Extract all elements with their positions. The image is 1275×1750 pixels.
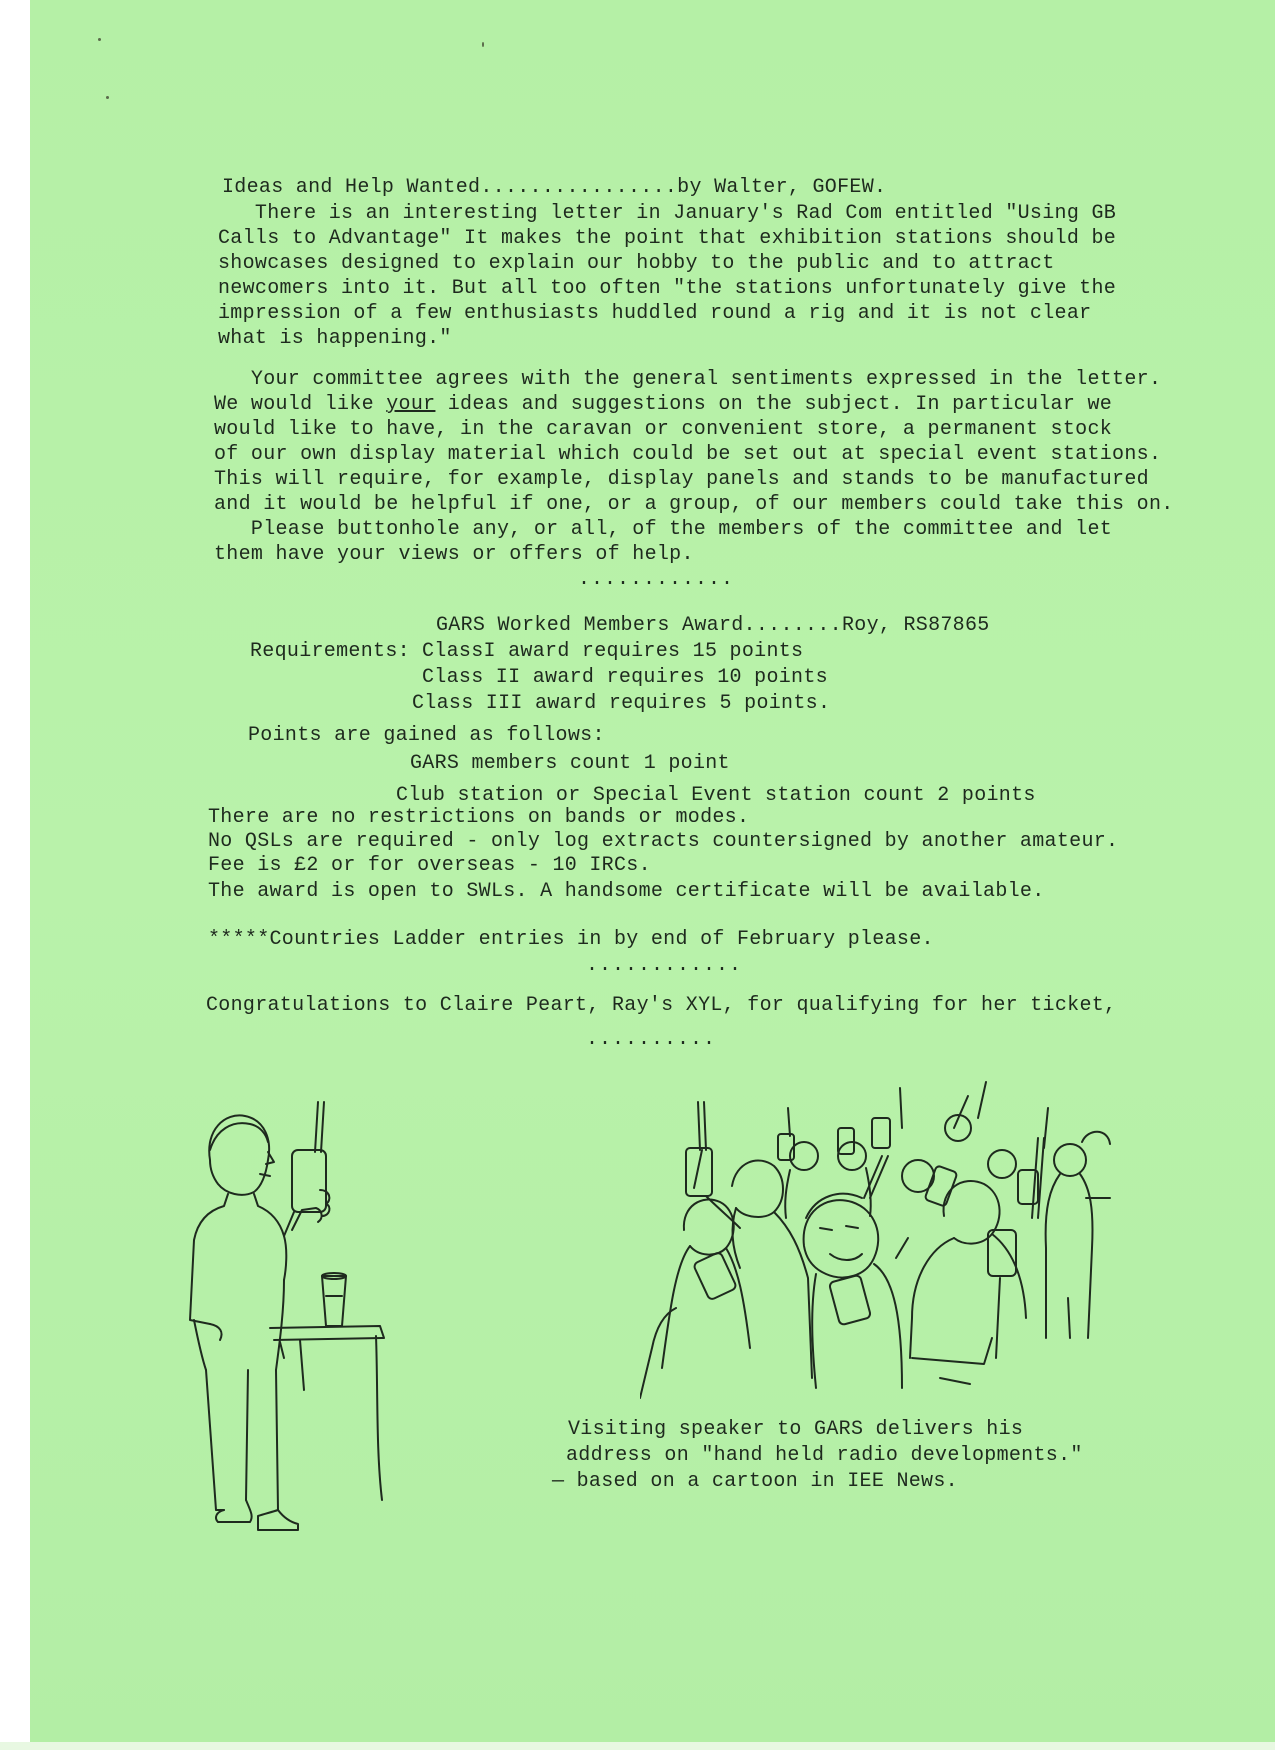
paper-speck: [482, 42, 484, 47]
award-qsl-rule: No QSLs are required - only log extracts countersigned by another amateur.: [208, 830, 1119, 853]
award-class-2: Class II award requires 10 points: [422, 666, 828, 689]
separator-dots: ............: [586, 954, 743, 977]
cartoon-caption-line3: — based on a cartoon in IEE News.: [552, 1470, 958, 1493]
speaker-cartoon: [180, 1090, 420, 1540]
article-line: and it would be helpful if one, or a group, of our members could take this on.: [214, 493, 1174, 516]
cartoon-caption-line2: address on "hand held radio developments.": [566, 1444, 1083, 1467]
congratulations-line: Congratulations to Claire Peart, Ray's XYL, for qualifying for her ticket,: [206, 994, 1117, 1017]
article-line: newcomers into it. But all too often "the stations unfortunately give the: [218, 277, 1117, 300]
article-text: ideas and suggestions on the subject. In particular we: [435, 393, 1113, 416]
scan-bottom-margin: [0, 1742, 1275, 1750]
award-class-3: Class III award requires 5 points.: [412, 692, 831, 715]
article-line: Calls to Advantage" It makes the point that exhibition stations should be: [218, 227, 1117, 250]
award-open: The award is open to SWLs. A handsome certificate will be available.: [208, 880, 1045, 903]
cartoon-caption-line1: Visiting speaker to GARS delivers his: [568, 1418, 1024, 1441]
article-line: There is an interesting letter in January's Rad Com entitled "Using GB: [218, 202, 1117, 225]
award-restrictions: There are no restrictions on bands or modes.: [208, 806, 750, 829]
award-class-1: ClassI award requires 15 points: [422, 640, 804, 663]
article-line: Please buttonhole any, or all, of the members of the committee and let: [214, 518, 1113, 541]
article-line: of our own display material which could be set out at special event stations.: [214, 443, 1162, 466]
article-title-line: Ideas and Help Wanted................by Walter, GOFEW.: [222, 176, 887, 199]
article-line: Your committee agrees with the general sentiments expressed in the letter.: [214, 368, 1162, 391]
article-line: them have your views or offers of help.: [214, 543, 694, 566]
underlined-word: your: [386, 393, 436, 416]
article-text: We would like: [214, 393, 387, 416]
award-title-line: GARS Worked Members Award........Roy, RS87865: [436, 614, 990, 637]
separator-dots: ..........: [586, 1028, 717, 1051]
separator-dots: ............: [578, 568, 735, 591]
ladder-notice: *****Countries Ladder entries in by end of February please.: [208, 928, 934, 951]
scan-left-margin: [0, 0, 30, 1750]
article-line-emphasis: [214, 393, 1112, 417]
article-line: showcases designed to explain our hobby to the public and to attract: [218, 252, 1055, 275]
award-points-club: Club station or Special Event station count 2 points: [396, 784, 1036, 807]
award-fee: Fee is £2 or for overseas - 10 IRCs.: [208, 854, 651, 877]
award-requirements-label: Requirements:: [250, 640, 410, 663]
award-points-intro: Points are gained as follows:: [248, 724, 605, 747]
article-line: what is happening.": [218, 327, 452, 350]
award-points-members: GARS members count 1 point: [410, 752, 730, 775]
article-line: would like to have, in the caravan or convenient store, a permanent stock: [214, 418, 1113, 441]
paper-speck: [98, 38, 101, 41]
audience-cartoon: [640, 1078, 1120, 1408]
article-line: impression of a few enthusiasts huddled round a rig and it is not clear: [218, 302, 1092, 325]
paper-speck: [106, 96, 109, 99]
article-line: This will require, for example, display panels and stands to be manufactured: [214, 468, 1149, 491]
